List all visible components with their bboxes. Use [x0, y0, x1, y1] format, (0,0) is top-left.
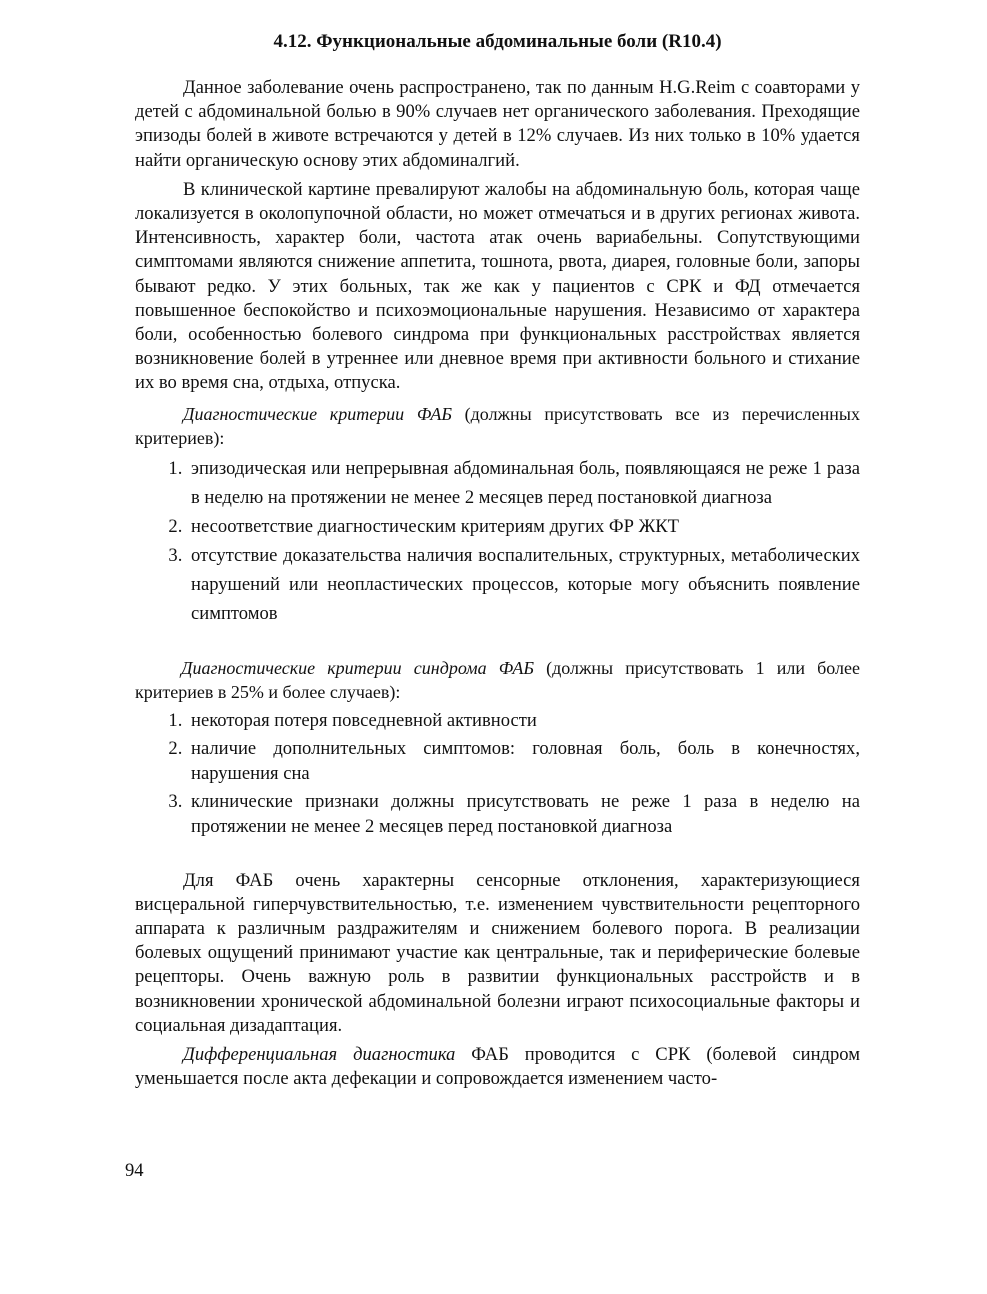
clinical-picture-paragraph: В клинической картине превалируют жалобы на абдоминальную боль, которая чаще локализуется в околопупочной области, но может отмечаться и в других регионах живота. Интенсивность, характер боли, частота атак очень вариабельны. Сопутствующими симптомами являются снижение аппетита, тошнота, рвота, диарея, головные боли, запоры бывают редко. У этих больных, так же как у пациентов с СРК и ФД отмечается повышенное беспокойство и психоэмоциональные нарушения. Независимо от характера боли, особенностью болевого синдрома при функциональных расстройствах является возникновение болей в утреннее или дневное время при активности больного и стихание их во время сна, отдыха, отпуска. [135, 178, 860, 394]
differential-title: Дифференциальная диагностика [183, 1044, 456, 1066]
criteria-syndrome-title: Диагностические критерии синдрома ФАБ [181, 657, 534, 678]
differential-paragraph [135, 1043, 860, 1091]
criteria-fab-title: Диагностические критерии ФАБ [183, 403, 453, 424]
criteria-fab-list [135, 454, 860, 628]
sensory-paragraph: Для ФАБ очень характерны сенсорные отклонения, характеризующиеся висцеральной гиперчувствительностью, т.е. изменением чувствительности рецепторного аппарата к различным раздражителям и снижением болевого порога. В реализации болевых ощущений принимают участие как центральные, так и периферические болевые рецепторы. Очень важную роль в развитии функциональных расстройств и в возникновении хронической абдоминальной болезни играют психосоциальные факторы и социальная дизадаптация. [135, 869, 860, 1036]
page-number: 94 [125, 1160, 144, 1181]
list-item: 3. клинические признаки должны присутствовать не реже 1 раза в неделю на протяжении не менее 2 месяцев перед постановкой диагноза [187, 789, 860, 839]
differential-text: ФАБ проводится с СРК (болевой синдром уменьшается после акта дефекации и сопровождается изменением часто- [135, 1044, 860, 1090]
list-item: 2. несоответствие диагностическим критериям других ФР ЖКТ [187, 512, 860, 541]
criteria-fab-intro [135, 402, 860, 450]
spacer [135, 628, 860, 650]
list-item: 1. некоторая потеря повседневной активности [187, 708, 860, 733]
intro-paragraph: Данное заболевание очень распространено, так по данным H.G.Reim с соавторами у детей с абдоминальной болью в 90% случаев нет органического заболевания. Преходящие эпизоды болей в животе встречаются у детей в 12% случаев. Из них только в 10% удается найти органическую основу этих абдоминалгий. [135, 77, 860, 171]
criteria-fab-note: (должны присутствовать все из перечисленных критериев): [135, 403, 860, 448]
document-page [135, 30, 860, 1091]
list-item: 1. эпизодическая или непрерывная абдоминальная боль, появляющаяся не реже 1 раза в неделю на протяжении не менее 2 месяцев перед постановкой диагноза [187, 454, 860, 512]
list-item: 2. наличие дополнительных симптомов: головная боль, боль в конечностях, нарушения сна [187, 736, 860, 786]
spacer [135, 842, 860, 869]
criteria-syndrome-note: (должны присутствовать 1 или более критериев в 25% и более случаев): [135, 657, 860, 702]
list-item: 3. отсутствие доказательства наличия воспалительных, структурных, метаболических нарушений или неопластических процессов, которые могу объяснить появление симптомов [187, 541, 860, 628]
section-heading: 4.12. Функциональные абдоминальные боли (R10.4) [273, 31, 722, 52]
criteria-syndrome-intro [135, 656, 860, 704]
criteria-syndrome-list [135, 708, 860, 839]
